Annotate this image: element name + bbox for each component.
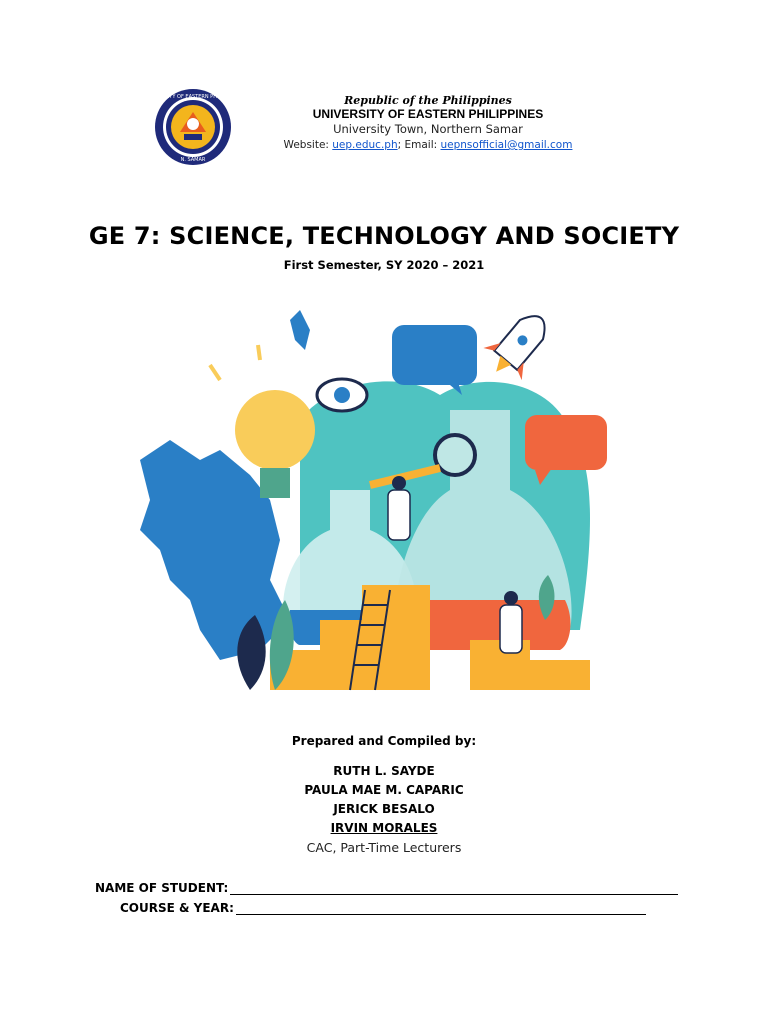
rocket: [477, 302, 560, 388]
magnifier: [435, 435, 475, 475]
course-year-field[interactable]: [236, 900, 646, 915]
author-name: JERICK BESALO: [333, 802, 435, 816]
step-left: [362, 585, 430, 690]
email-link[interactable]: uepnsofficial@gmail.com: [440, 139, 573, 151]
speech-bubble-blue: [392, 325, 477, 385]
prepared-label: Prepared and Compiled by:: [291, 734, 477, 748]
author-role: CAC, Part-Time Lecturers: [306, 840, 462, 855]
university-town: University Town, Northern Samar: [333, 122, 523, 136]
name-of-student-label: NAME OF STUDENT:: [95, 881, 229, 895]
website-link[interactable]: uep.educ.ph: [332, 139, 398, 151]
authors-list: [0, 762, 768, 857]
author-name: PAULA MAE M. CAPARIC: [304, 783, 464, 797]
course-year-label: COURSE & YEAR:: [120, 901, 234, 915]
seal-text-bottom: N. SAMAR: [180, 157, 206, 163]
website-label: Website:: [283, 139, 333, 151]
university-name: UNIVERSITY OF EASTERN PHILIPPINES: [312, 107, 544, 121]
document-title: GE 7: SCIENCE, TECHNOLOGY AND SOCIETY: [88, 222, 680, 250]
bulb-base: [260, 468, 290, 498]
contact-line: [270, 137, 586, 153]
email-label: ; Email:: [397, 139, 441, 151]
speech-bubble-orange: [525, 415, 607, 470]
scientist-2: [500, 605, 522, 653]
author-name: RUTH L. SAYDE: [333, 764, 435, 778]
letterhead: [0, 88, 768, 168]
scientist-1: [388, 490, 410, 540]
republic-line: Republic of the Philippines: [344, 94, 512, 107]
name-of-student-field[interactable]: [230, 880, 678, 895]
university-seal: [145, 88, 241, 166]
science-illustration: [100, 300, 660, 700]
seal-text-top: UNIVERSITY OF EASTERN PHILIPPINES: [145, 94, 241, 100]
author-name: IRVIN MORALES: [330, 821, 438, 835]
semester-line: First Semester, SY 2020 – 2021: [283, 258, 485, 272]
light-bulb: [235, 390, 315, 470]
island-shape: [290, 310, 310, 350]
